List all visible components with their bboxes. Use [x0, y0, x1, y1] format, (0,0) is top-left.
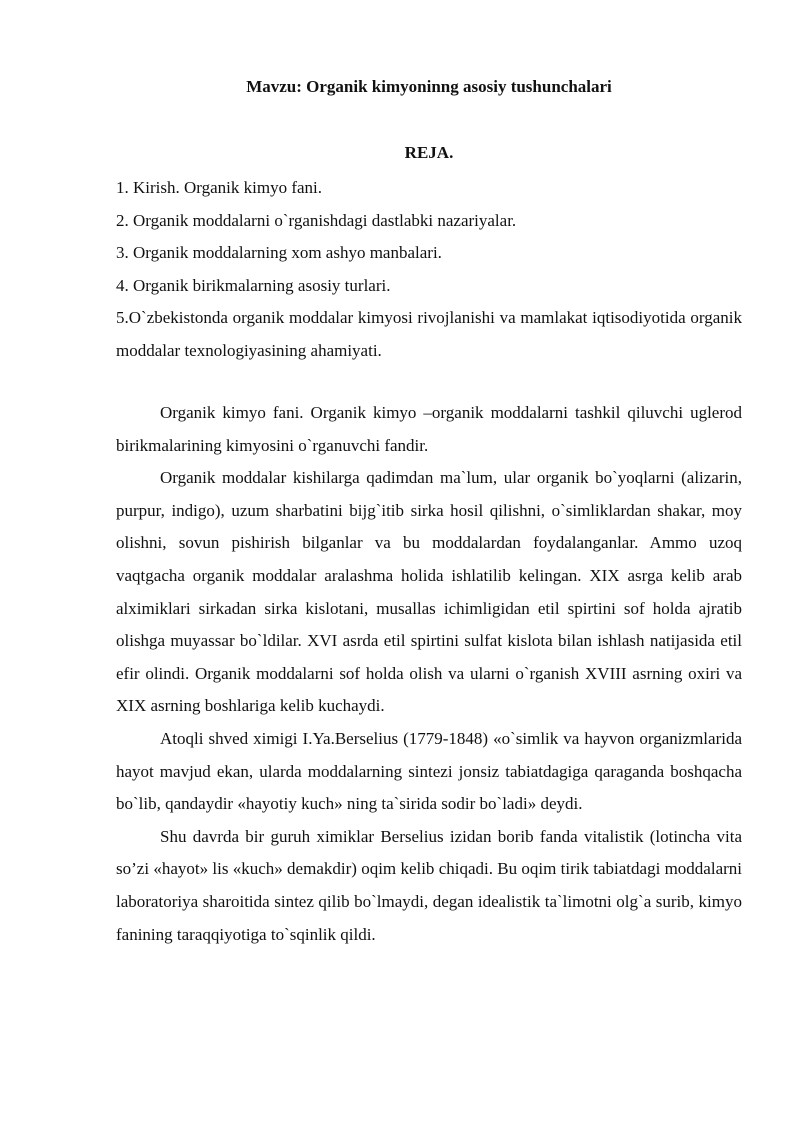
document-title: Mavzu: Organik kimyoninng asosiy tushunchalari: [246, 77, 612, 96]
paragraph: Atoqli shved ximigi I.Ya.Berselius (1779-1848) «o`simlik va hayvon organizmlarida hayot mavjud ekan, ularda moddalarning sintezi jonsiz tabiatdagiga qaraganda boshqacha bo`lib, qandaydir «hayotiy kuch» ning ta`sirida sodir bo`ladi» deydi.: [116, 728, 742, 814]
body-text: [116, 397, 742, 951]
reja-heading: REJA.: [404, 143, 454, 162]
reja-item: 1. Kirish. Organik kimyo fani.: [116, 178, 323, 197]
reja-item: 4. Organik birikmalarning asosiy turlari.: [116, 275, 391, 295]
reja-item: 2. Organik moddalarni o`rganishdagi dastlabki nazariyalar.: [116, 210, 517, 230]
reja-item: 3. Organik moddalarning xom ashyo manbalari.: [116, 243, 442, 262]
reja-list: [116, 172, 742, 367]
paragraph: Organik kimyo fani. Organik kimyo –organik moddalarni tashkil qiluvchi uglerod birikmalarining kimyosini o`rganuvchi fandir.: [116, 403, 742, 455]
paragraph: Shu davrda bir guruh ximiklar Berselius izidan borib fanda vitalistik (lotincha vita so’zi «hayot» lis «kuch» demakdir) oqim kelib chiqadi. Bu oqim tirik tabiatdagi moddalarni laboratoriya sharoitida sintez qilib bo`lmaydi, degan idealistik ta`limotni olg`a surib, kimyo fanining taraqqiyotiga to`sqinlik qildi.: [116, 826, 742, 944]
paragraph: Organik moddalar kishilarga qadimdan ma`lum, ular organik bo`yoqlarni (alizarin, purpur, indigo), uzum sharbatini bijg`itib sirka hosil qilishni, o`simliklardan shakar, moy olishni, sovun pishirish bilganlar va bu moddalardan foydalanganlar. Ammo uzoq vaqtgacha organik moddalar aralashma holida ishlatilib kelingan. XIX asrga kelib arab alximiklari sirkadan sirka kislotani, musallas ichimligidan etil spirtini sof holda ajratib olishga muyassar bo`ldilar. XVI asrda etil spirtini sulfat kislota bilan ishlash natijasida etil efir olindi. Organik moddalarni sof holda olish va ularni o`rganish XVIII asrning oxiri va XIX asrning boshlariga kelib kuchaydi.: [116, 468, 742, 716]
reja-item: 5.O`zbekistonda organik moddalar kimyosi rivojlanishi va mamlakat iqtisodiyotida organik moddalar texnologiyasining ahamiyati.: [116, 308, 742, 360]
